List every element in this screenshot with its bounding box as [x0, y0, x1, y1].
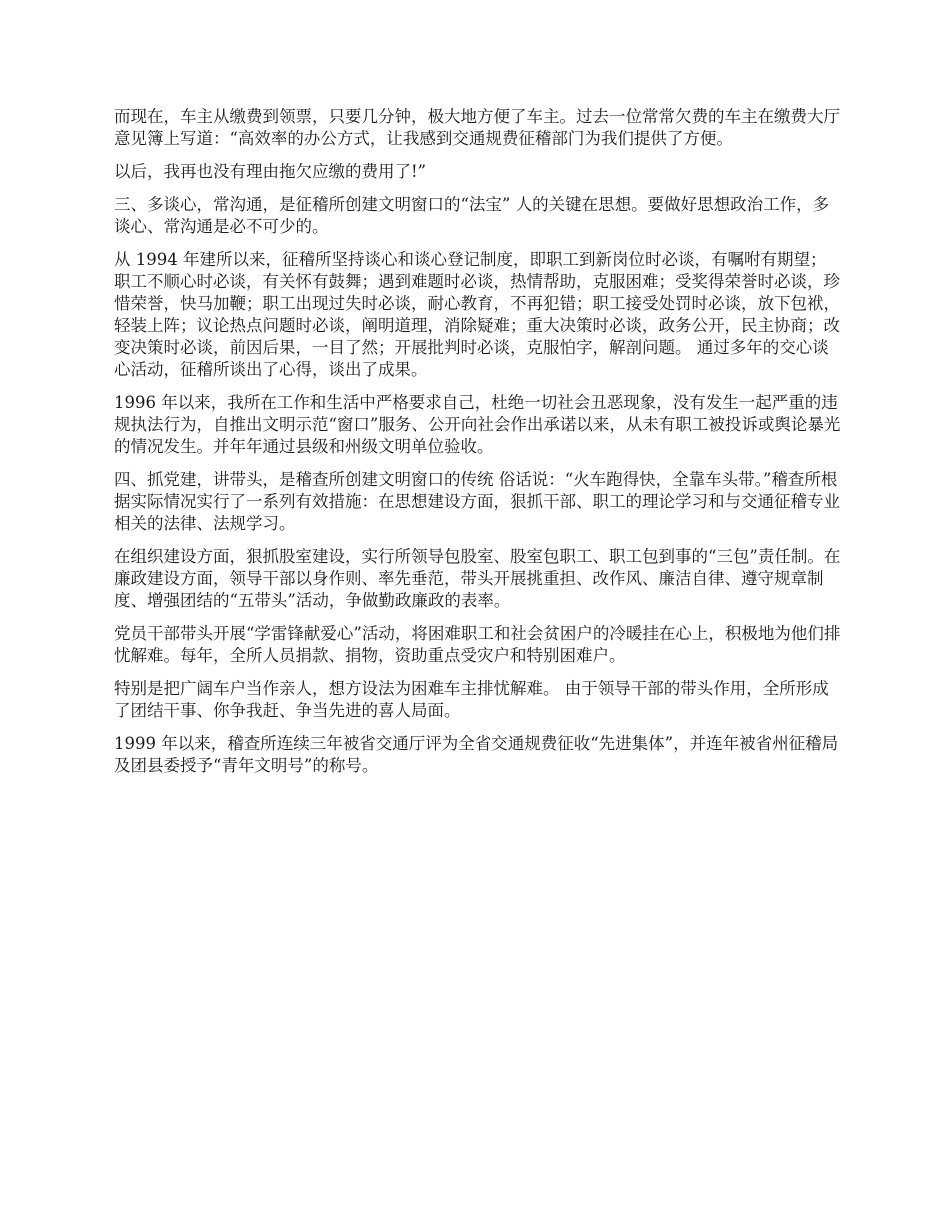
- paragraph-6: 四、抓党建，讲带头，是稽查所创建文明窗口的传统 俗话说：“火车跑得快，全靠车头带。”稽查所根据实际情况实行了一系列有效措施：在思想建设方面，狠抓干部、职工的理论学习和与交通征稽专业相关的法律、法规学习。: [114, 470, 840, 533]
- paragraph-4: 从 1994 年建所以来，征稽所坚持谈心和谈心登记制度，即职工到新岗位时必谈，有嘱咐有期望；职工不顺心时必谈，有关怀有鼓舞；遇到难题时必谈，热情帮助，克服困难；受奖得荣誉时必谈，珍惜荣誉，快马加鞭；职工出现过失时必谈，耐心教育，不再犯错；职工接受处罚时必谈，放下包袱，轻装上阵；议论热点问题时必谈，阐明道理，消除疑难；重大决策时必谈，政务公开，民主协商；改变决策时必谈，前因后果，一目了然；开展批判时必谈，克服怕字，解剖问题。 通过多年的交心谈心活动，征稽所谈出了心得，谈出了成果。: [114, 250, 840, 379]
- paragraph-8: 党员干部带头开展“学雷锋献爱心”活动，将困难职工和社会贫困户的冷暖挂在心上，积极地为他们排忧解难。每年，全所人员捐款、捐物，资助重点受灾户和特别困难户。: [114, 624, 841, 665]
- paragraph-5: 1996 年以来，我所在工作和生活中严格要求自己，杜绝一切社会丑恶现象，没有发生一起严重的违规执法行为，自推出文明示范“窗口”服务、公开向社会作出承诺以来，从未有职工被投诉或舆论暴光的情况发生。并年年通过县级和州级文明单位验收。: [114, 393, 841, 456]
- paragraph-3: 三、多谈心，常沟通，是征稽所创建文明窗口的“法宝” 人的关键在思想。要做好思想政治工作，多谈心、常沟通是必不可少的。: [114, 195, 830, 236]
- paragraph-9: 特别是把广阔车户当作亲人，想方设法为困难车主排忧解难。 由于领导干部的带头作用，全所形成了团结干事、你争我赶、争当先进的喜人局面。: [114, 679, 829, 720]
- paragraph-10: 1999 年以来，稽查所连续三年被省交通厅评为全省交通规费征收“先进集体”，并连年被省州征稽局及团县委授予“青年文明号”的称号。: [114, 734, 839, 775]
- paragraph-1: 而现在，车主从缴费到领票，只要几分钟，极大地方便了车主。过去一位常常欠费的车主在缴费大厅意见簿上写道：“高效率的办公方式，让我感到交通规费征稽部门为我们提供了方便。: [114, 107, 840, 148]
- paragraph-2: 以后，我再也没有理由拖欠应缴的费用了!”: [114, 162, 427, 181]
- paragraph-7: 在组织建设方面，狠抓股室建设，实行所领导包股室、股室包职工、职工包到事的“三包”责任制。在廉政建设方面，领导干部以身作则、率先垂范，带头开展挑重担、改作风、廉洁自律、遵守规章制度、增强团结的“五带头”活动，争做勤政廉政的表率。: [114, 547, 841, 610]
- document-body: [114, 106, 842, 788]
